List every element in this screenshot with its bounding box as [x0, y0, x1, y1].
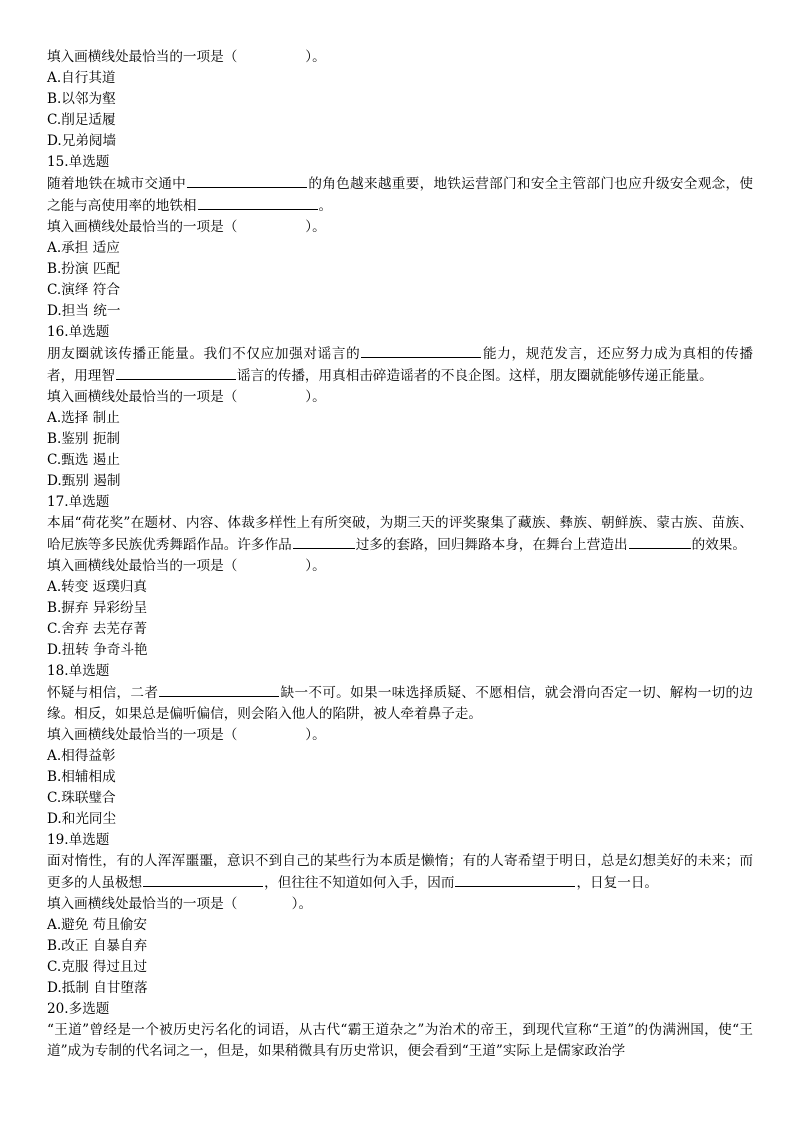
option-c[interactable]: C.甄选 遏止 — [47, 452, 120, 468]
fill-blank — [455, 872, 575, 887]
option-c[interactable]: C.珠联璧合 — [47, 790, 116, 806]
option-a[interactable]: A.转变 返璞归真 — [47, 579, 148, 595]
fill-blank — [159, 682, 279, 697]
option-a[interactable]: A.相得益彰 — [47, 748, 116, 764]
question-type-label: 19.单选题 — [47, 832, 110, 848]
question-stem — [47, 513, 753, 556]
stem-text: 面对惰性，有的人浑浑噩噩，意识不到自己的某些行为本质是懒惰；有的人寄希望于明日，总是幻想美好的未来；而更多的人虽极想 — [47, 853, 753, 891]
question-stem — [47, 851, 753, 894]
question-prompt: 填入画横线处最恰当的一项是（ ）。 — [47, 558, 326, 574]
option-b[interactable]: B.以邻为壑 — [47, 91, 116, 107]
option-b[interactable]: B.扮演 匹配 — [47, 261, 121, 277]
option-b[interactable]: B.改正 自暴自弃 — [47, 938, 148, 954]
question-type-label: 16.单选题 — [47, 324, 110, 340]
stem-text: 缺一不可。如果一味选择质疑、不愿相信，就会滑向否定一切、解构一切的边缘。相反，如果总是偏听偏信，则会陷入他人的陷阱，被人牵着鼻子走。 — [47, 685, 754, 722]
question-prompt: 填入画横线处最恰当的一项是（ ）。 — [47, 219, 326, 235]
option-a[interactable]: A.自行其道 — [47, 70, 116, 86]
fill-blank — [187, 173, 307, 188]
stem-text: 的效果。 — [691, 537, 746, 553]
option-d[interactable]: D.兄弟阋墙 — [47, 133, 117, 149]
exam-page — [47, 47, 753, 1062]
question-type-label: 20.多选题 — [47, 1001, 110, 1017]
option-a[interactable]: A.承担 适应 — [47, 240, 120, 256]
option-d[interactable]: D.甄别 遏制 — [47, 473, 121, 489]
stem-text: 过多的套路，回归舞路本身，在舞台上营造出 — [355, 537, 628, 553]
stem-text: 本届“荷花奖”在题材、内容、体裁多样性上有所突破，为期三天的评奖聚集了藏族、彝族、朝鲜族、蒙古族、苗族、哈尼族等多民族优秀舞蹈作品。许多作品 — [47, 515, 753, 553]
question-prompt: 填入画横线处最恰当的一项是（ ）。 — [47, 896, 313, 912]
option-a[interactable]: A.避免 苟且偷安 — [47, 917, 148, 933]
option-c[interactable]: C.削足适履 — [47, 112, 116, 128]
fill-blank — [361, 343, 481, 358]
fill-blank — [143, 872, 263, 887]
option-c[interactable]: C.舍弃 去芜存菁 — [47, 621, 148, 637]
question-prompt: 填入画横线处最恰当的一项是（ ）。 — [47, 49, 326, 65]
option-d[interactable]: D.担当 统一 — [47, 303, 121, 319]
question-type-label: 17.单选题 — [47, 494, 110, 510]
stem-text: ，但往往不知道如何入手，因而 — [264, 875, 455, 891]
question-stem — [47, 343, 753, 387]
option-d[interactable]: D.和光同尘 — [47, 811, 117, 827]
stem-text: ，日复一日。 — [576, 875, 659, 891]
question-type-label: 18.单选题 — [47, 663, 110, 679]
question-stem: “王道”曾经是一个被历史污名化的词语，从古代“霸王道杂之”为治术的帝王，到现代宣称“王道”的伪满洲国，使“王道”成为专制的代名词之一，但是，如果稍微具有历史常识，便会看到“王道”实际上是儒家政治学 — [47, 1022, 753, 1059]
option-b[interactable]: B.摒弃 异彩纷呈 — [47, 600, 148, 616]
fill-blank — [116, 365, 236, 380]
option-a[interactable]: A.选择 制止 — [47, 410, 120, 426]
question-stem — [47, 682, 753, 725]
option-d[interactable]: D.抵制 自甘堕落 — [47, 980, 148, 996]
stem-text: 。 — [318, 198, 333, 214]
question-stem — [47, 173, 753, 217]
option-b[interactable]: B.鉴别 扼制 — [47, 431, 121, 447]
stem-text: 能力，规范发言，还应努力成为真相的传播者，用理智 — [47, 346, 754, 384]
option-c[interactable]: C.演绎 符合 — [47, 282, 120, 298]
option-d[interactable]: D.扭转 争奇斗艳 — [47, 642, 148, 658]
question-type-label: 15.单选题 — [47, 154, 110, 170]
stem-text: 随着地铁在城市交通中 — [47, 176, 187, 192]
stem-text: 的角色越来越重要，地铁运营部门和安全主管部门也应升级安全观念，使之能与高使用率的地铁相 — [47, 176, 753, 214]
stem-text: 怀疑与相信，二者 — [47, 685, 159, 701]
fill-blank — [198, 195, 318, 210]
question-prompt: 填入画横线处最恰当的一项是（ ）。 — [47, 727, 326, 743]
fill-blank — [629, 534, 691, 549]
stem-text: 谣言的传播，用真相击碎造谣者的不良企图。这样，朋友圈就能够传递正能量。 — [236, 368, 713, 384]
option-b[interactable]: B.相辅相成 — [47, 769, 116, 785]
stem-text: 朋友圈就该传播正能量。我们不仅应加强对谣言的 — [47, 346, 361, 362]
option-c[interactable]: C.克服 得过且过 — [47, 959, 148, 975]
question-prompt: 填入画横线处最恰当的一项是（ ）。 — [47, 389, 326, 405]
fill-blank — [293, 534, 355, 549]
